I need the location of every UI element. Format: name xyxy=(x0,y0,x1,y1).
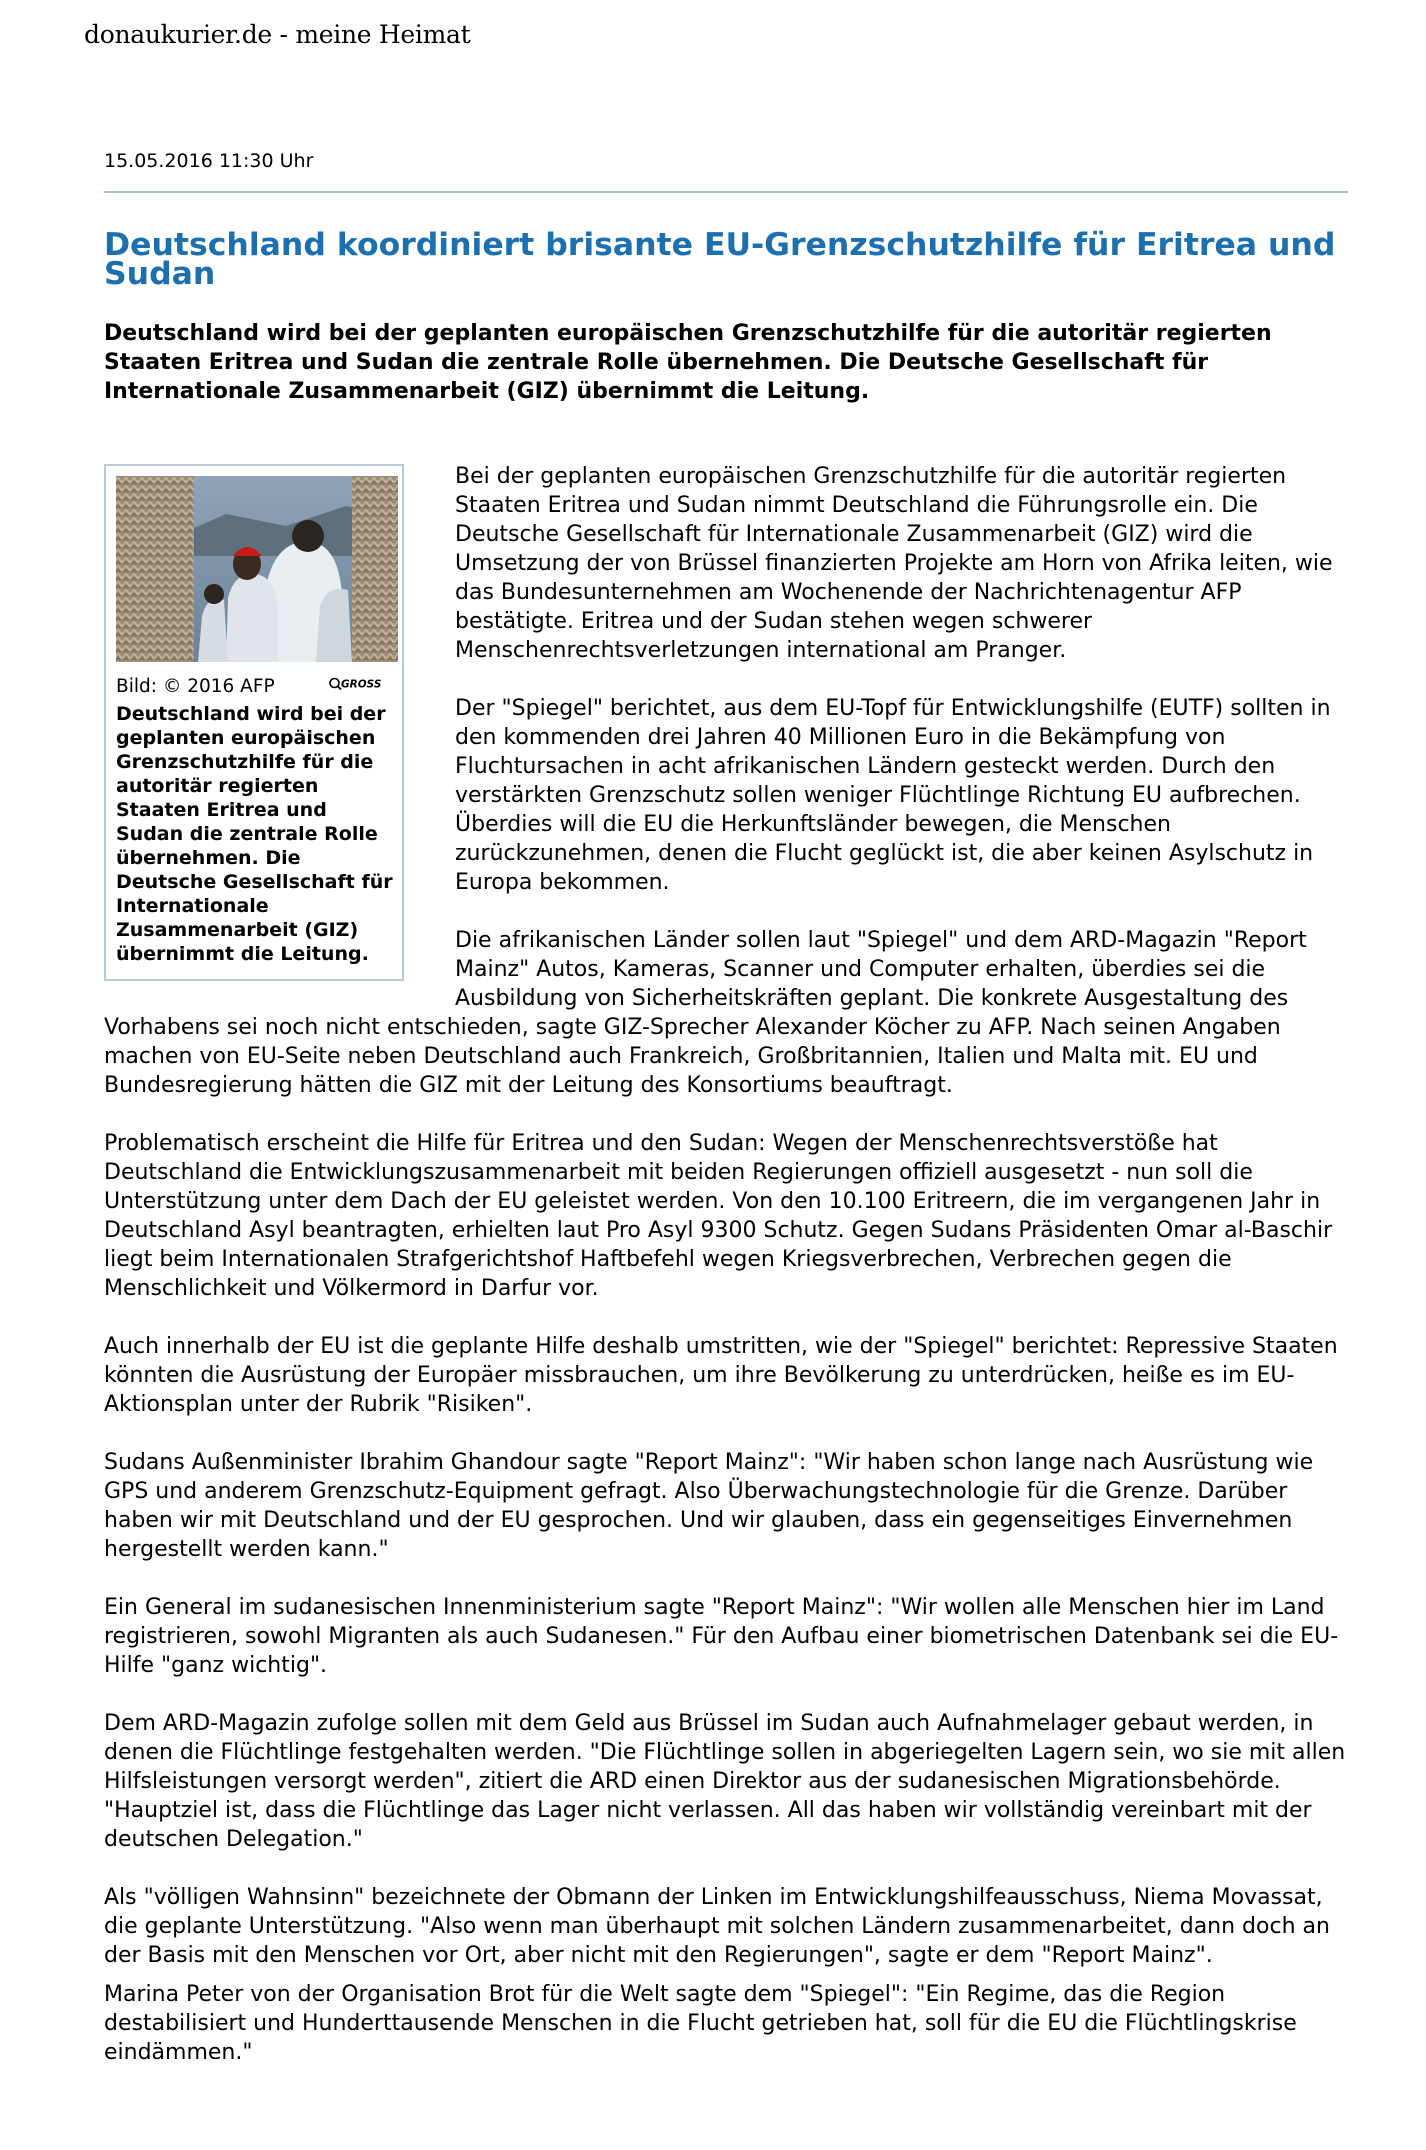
gross-logo-text: GROSS xyxy=(341,678,382,691)
article-lead: Deutschland wird bei der geplanten europäischen Grenzschutzhilfe für die autoritär regierten Staaten Eritrea und Sudan die zentrale Rolle übernehmen. Die Deutsche Gesellschaft für Internationale Zusammenarbeit (GIZ) übernimmt die Leitung. xyxy=(104,321,1272,404)
divider xyxy=(104,191,1348,193)
paragraph: Ein General im sudanesischen Innenministerium sagte "Report Mainz": "Wir wollen alle Menschen hier im Land registrieren, sowohl Migranten als auch Sudanesen." Für den Aufbau einer biometrischen Datenbank sei die EU-Hilfe "ganz wichtig". xyxy=(104,1595,1339,1678)
article-body xyxy=(104,462,1349,2096)
article-date: 15.05.2016 11:30 Uhr xyxy=(104,150,314,172)
paragraph: Als "völligen Wahnsinn" bezeichnete der Obmann der Linken im Entwicklungshilfeausschuss, Niema Movassat, die geplante Unterstützung. "Also wenn man überhaupt mit solchen Ländern zusammenarbeitet, dann doch an der Basis mit den Menschen vor Ort, aber nicht mit den Regierungen", sagte er dem "Report Mainz". xyxy=(104,1885,1330,1968)
paragraph: Marina Peter von der Organisation Brot für die Welt sagte dem "Spiegel": "Ein Regime, das die Region destabilisiert und Hunderttausende Menschen in die Flucht getrieben hat, soll für die EU die Flüchtlingskrise eindämmen." xyxy=(104,1982,1297,2065)
article-photo[interactable] xyxy=(116,476,398,662)
paragraph: Die afrikanischen Länder sollen laut "Spiegel" und dem ARD-Magazin "Report Mainz" Autos, Kameras, Scanner und Computer erhalten, überdies sei die Ausbildung von Sicherheitskräften geplant. Die konkrete Ausgestaltung des Vorhabens sei noch nicht entschieden, sagte GIZ-Sprecher Alexander Köcher zu AFP. Nach seinen Angaben machen von EU-Seite neben Deutschland auch Frankreich, Großbritannien, Italien und Malta mit. EU und Bundesregierung hätten die GIZ mit der Leitung des Konsortiums beauftragt. xyxy=(104,928,1307,1098)
article-headline: Deutschland koordiniert brisante EU-Grenzschutzhilfe für Eritrea und Sudan xyxy=(104,227,1336,292)
paragraph: Der "Spiegel" berichtet, aus dem EU-Topf für Entwicklungshilfe (EUTF) sollten in den kommenden drei Jahren 40 Millionen Euro in die Bekämpfung von Fluchtursachen in acht afrikanischen Ländern gesteckt werden. Durch den verstärkten Grenzschutz sollen weniger Flüchtlinge Richtung EU aufbrechen. Überdies will die EU die Herkunftsländer bewegen, die Menschen zurückzunehmen, denen die Flucht geglückt ist, die aber keinen Asylschutz in Europa bekommen. xyxy=(455,696,1331,895)
paragraph: Auch innerhalb der EU ist die geplante Hilfe deshalb umstritten, wie der "Spiegel" berichtet: Repressive Staaten könnten die Ausrüstung der Europäer missbrauchen, um ihre Bevölkerung zu unterdrücken, heiße es im EU-Aktionsplan unter der Rubrik "Risiken". xyxy=(104,1334,1338,1417)
paragraph: Problematisch erscheint die Hilfe für Eritrea und den Sudan: Wegen der Menschenrechtsverstöße hat Deutschland die Entwicklungszusammenarbeit mit beiden Regierungen offiziell ausgesetzt - nun soll die Unterstützung unter dem Dach der EU geleistet werden. Von den 10.100 Eritreern, die im vergangenen Jahr in Deutschland Asyl beantragten, erhielten laut Pro Asyl 9300 Schutz. Gegen Sudans Präsidenten Omar al-Baschir liegt beim Internationalen Strafgerichtshof Haftbefehl wegen Kriegsverbrechen, Verbrechen gegen die Menschlichkeit und Völkermord in Darfur vor. xyxy=(104,1131,1333,1301)
article-figure xyxy=(104,464,404,981)
paragraph: Sudans Außenminister Ibrahim Ghandour sagte "Report Mainz": "Wir haben schon lange nach Ausrüstung wie GPS und anderem Grenzschutz-Equipment gefragt. Also Überwachungstechnologie für die Grenze. Darüber haben wir mit Deutschland und der EU gesprochen. Und wir glauben, dass ein gegenseitiges Einvernehmen hergestellt werden kann." xyxy=(104,1450,1314,1562)
paragraph: Dem ARD-Magazin zufolge sollen mit dem Geld aus Brüssel im Sudan auch Aufnahmelager gebaut werden, in denen die Flüchtlinge festgehalten werden. "Die Flüchtlinge sollen in abgeriegelten Lagern sein, wo sie mit allen Hilfsleistungen versorgt werden", zitiert die ARD einen Direktor aus der sudanesischen Migrationsbehörde. "Hauptziel ist, dass die Flüchtlinge das Lager nicht verlassen. All das haben wir vollständig vereinbart mit der deutschen Delegation." xyxy=(104,1711,1346,1852)
photo-caption: Deutschland wird bei der geplanten europäischen Grenzschutzhilfe für die autoritär regierten Staaten Eritrea und Sudan die zentrale Rolle übernehmen. Die Deutsche Gesellschaft für Internationale Zusammenarbeit (GIZ) übernimmt die Leitung. xyxy=(116,703,393,965)
zoom-gross-icon[interactable] xyxy=(328,674,388,694)
photo-credit-row xyxy=(116,672,402,702)
site-header: donaukurier.de - meine Heimat xyxy=(84,20,471,49)
paragraph: Bei der geplanten europäischen Grenzschutzhilfe für die autoritär regierten Staaten Eritrea und Sudan nimmt Deutschland die Führungsrolle ein. Die Deutsche Gesellschaft für Internationale Zusammenarbeit (GIZ) wird die Umsetzung der von Brüssel finanzierten Projekte am Horn von Afrika leiten, wie das Bundesunternehmen am Wochenende der Nachrichtenagentur AFP bestätigte. Eritrea und der Sudan stehen wegen schwerer Menschenrechtsverletzungen international am Pranger. xyxy=(455,464,1333,663)
photo-credit: Bild: © 2016 AFP xyxy=(116,676,275,697)
